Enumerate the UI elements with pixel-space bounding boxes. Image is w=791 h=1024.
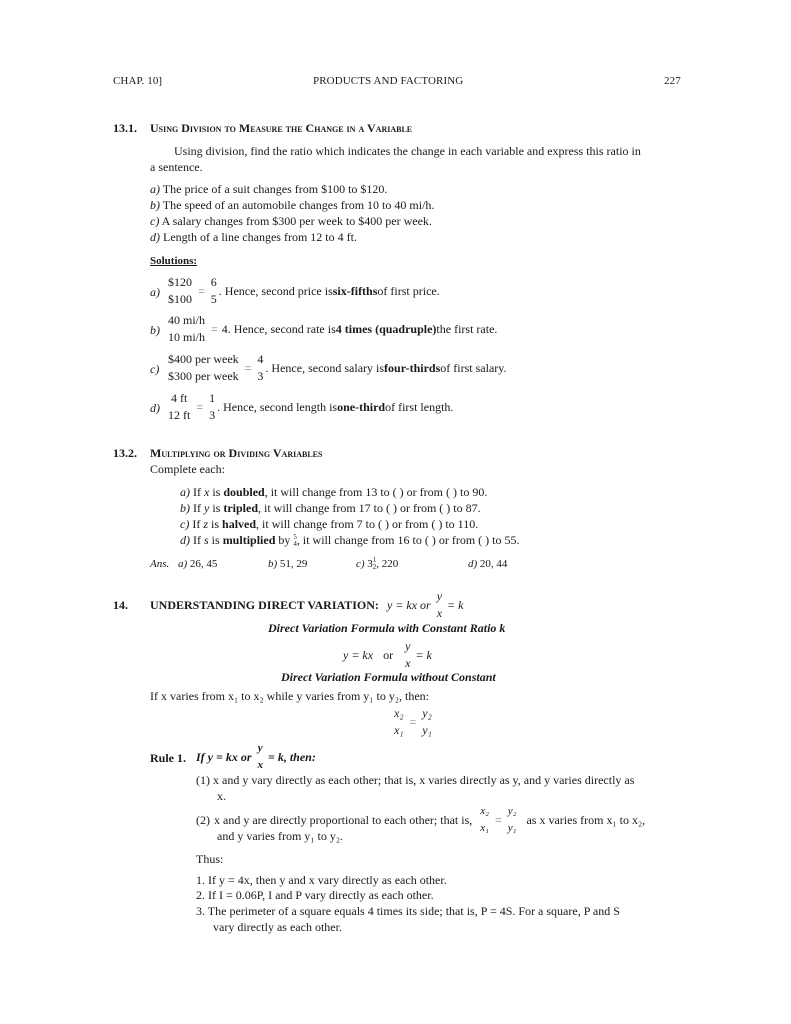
- item-label: c): [150, 214, 160, 228]
- item-text: Length of a line changes from 12 to 4 ft.: [163, 230, 357, 244]
- list-item: [150, 213, 432, 229]
- intro-line-1: Using division, find the ratio which indicates the change in each variable and express this ratio in: [174, 144, 641, 158]
- rule-label: Rule 1.: [150, 751, 186, 765]
- fraction: 4 3: [257, 352, 264, 383]
- rule-point-1: (1) x and y vary directly as each other; that is, x varies directly as y, and y varies directly as: [196, 773, 635, 787]
- list-item: a) If x is doubled, it will change from 13 to ( ) or from ( ) to 90.: [180, 485, 488, 499]
- item-text: A salary changes from $300 per week to $400 per week.: [161, 214, 432, 228]
- instruction: Complete each:: [150, 462, 225, 476]
- example-item: 1. If y = 4x, then y and x vary directly as each other.: [196, 873, 447, 887]
- item-label: a): [150, 182, 160, 196]
- formula-title-2: Direct Variation Formula without Constant: [281, 670, 496, 684]
- solution-row: $120 $100 = 6 5 . Hence, second price is six-fifths of first price.: [168, 275, 440, 306]
- list-item: [150, 181, 387, 197]
- item-label: d): [150, 230, 160, 244]
- fraction: 40 mi/h 10 mi/h: [168, 313, 206, 344]
- answer: b) 51, 29: [268, 558, 308, 570]
- item-text: The speed of an automobile changes from 10 to 40 mi/h.: [162, 198, 435, 212]
- item-text: The price of a suit changes from $100 to $120.: [162, 182, 388, 196]
- section-number-13-2: 13.2.: [113, 446, 137, 460]
- answers-label: Ans.: [150, 558, 170, 570]
- intro-line-2: a sentence.: [150, 160, 203, 174]
- formula-intro: If x varies from x₁ to x₂ while y varies from y₁ to y₂, then:: [150, 689, 430, 703]
- solution-row: 40 mi/h 10 mi/h = 4. Hence, second rate is 4 times (quadruple) the first rate.: [168, 313, 498, 344]
- formula-title-1: Direct Variation Formula with Constant Ratio k: [268, 621, 506, 635]
- answer: d) 20, 44: [468, 558, 508, 570]
- example-item-cont: vary directly as each other.: [213, 920, 342, 934]
- fraction: $400 per week $300 per week: [168, 352, 239, 383]
- section-number-14: 14.: [113, 598, 128, 612]
- running-head-chapter: CHAP. 10]: [113, 75, 163, 87]
- section-title-14: UNDERSTANDING DIRECT VARIATION: y = kx or y x = k: [150, 589, 464, 620]
- list-item: d) If s is multiplied by 5 4 , it will change from 16 to ( ) or from ( ) to 55.: [180, 533, 520, 549]
- running-head-title: PRODUCTS AND FACTORING: [313, 75, 464, 87]
- fraction: 4 ft 12 ft: [168, 391, 191, 422]
- section-number-13-1: 13.1.: [113, 121, 137, 135]
- formula-2: x₂ x₁ = y₂ y₁: [394, 706, 432, 737]
- fraction: x₂ x₁: [480, 805, 489, 834]
- fraction: y x: [436, 589, 443, 620]
- fraction: 5 4: [293, 533, 297, 549]
- solution-label: d): [150, 401, 160, 415]
- answers-row: Ans. a) 26, 45: [150, 558, 218, 570]
- fraction: y x: [257, 742, 263, 771]
- answer: c) 3 1 2 , 220: [356, 556, 399, 572]
- solution-row: $400 per week $300 per week = 4 3 . Hence, second salary is four-thirds of first salary.: [168, 352, 507, 383]
- rule-point-1-cont: x.: [217, 789, 226, 803]
- thus-label: Thus:: [196, 852, 224, 866]
- formula-1: y = kx or y x = k: [343, 639, 432, 670]
- page-number: 227: [664, 75, 681, 87]
- solution-label: a): [150, 285, 160, 299]
- item-label: b): [150, 198, 160, 212]
- solution-label: b): [150, 323, 160, 337]
- list-item: c) If z is halved, it will change from 7 to ( ) or from ( ) to 110.: [180, 517, 479, 531]
- example-item: 2. If I = 0.06P, I and P vary directly as each other.: [196, 888, 434, 902]
- solutions-label: Solutions:: [150, 255, 198, 267]
- solution-label: c): [150, 362, 160, 376]
- fraction: y x: [405, 639, 411, 670]
- section-title-13-2: Multiplying or Dividing Variables: [150, 446, 323, 460]
- rule-statement: If y = kx or y x = k, then:: [196, 740, 316, 774]
- rule-point-2: (2) x and y are directly proportional to each other; that is, x₂ x₁ = y₂ y₁ as x varies from x₁ to x₂,: [196, 803, 645, 837]
- fraction: y₂ y₁: [422, 706, 432, 737]
- fraction: 1 3: [209, 391, 216, 422]
- rule-point-2-cont: and y varies from y₁ to y₂.: [217, 829, 344, 843]
- list-item: b) If y is tripled, it will change from 17 to ( ) or from ( ) to 87.: [180, 501, 481, 515]
- section-title-13-1: Using Division to Measure the Change in a Variable: [150, 121, 413, 135]
- fraction: y₂ y₁: [507, 805, 517, 834]
- fraction: $120 $100: [168, 275, 192, 306]
- fraction: 1 2: [372, 556, 377, 572]
- list-item: [150, 197, 434, 213]
- fraction: x₂ x₁: [394, 706, 404, 737]
- fraction: 6 5: [210, 275, 217, 306]
- solution-row: 4 ft 12 ft = 1 3 . Hence, second length is one-third of first length.: [168, 391, 454, 422]
- list-item: [150, 229, 357, 245]
- example-item: 3. The perimeter of a square equals 4 times its side; that is, P = 4S. For a square, P and S: [196, 904, 620, 918]
